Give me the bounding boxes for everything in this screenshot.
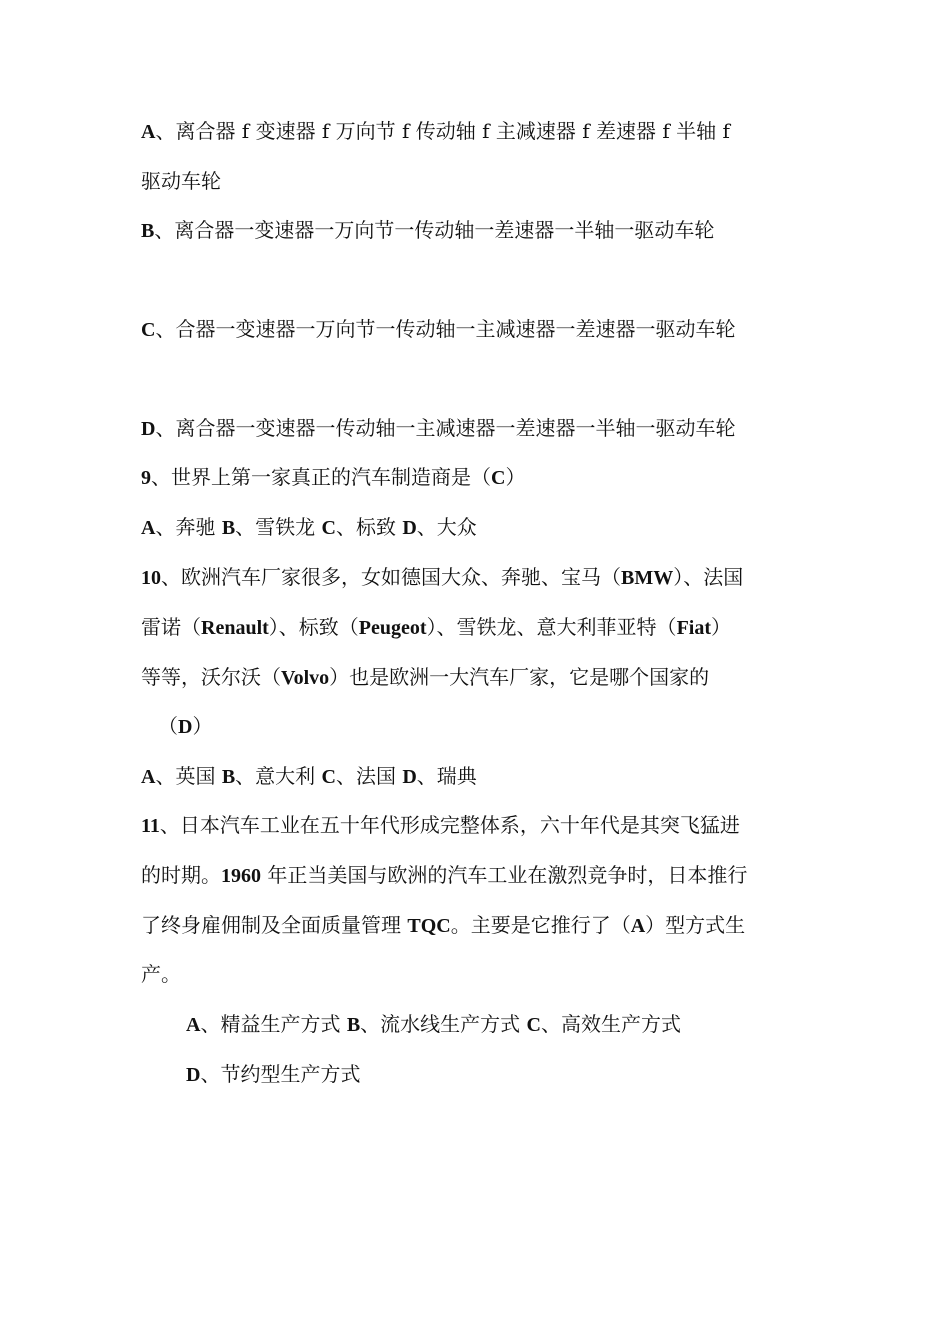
bold-text-segment: B <box>221 766 236 788</box>
bold-text-segment: B <box>346 1014 361 1036</box>
text-segment: 、离合器一变速器一传动轴一主减速器一差速器一半轴一驱动车轮 <box>155 416 736 440</box>
text-segment: ） <box>711 615 731 639</box>
text-segment: 、奔驰 <box>155 515 222 539</box>
text-segment: 、欧洲汽车厂家很多，女如德国大众、奔驰、宝马（ <box>161 565 621 589</box>
bold-text-segment: D <box>141 418 156 440</box>
option-d <box>141 415 735 442</box>
text-segment: 、标致 <box>335 515 403 539</box>
text-segment: 、意大利 <box>235 764 322 788</box>
text-segment: 、大众 <box>416 515 477 539</box>
bold-text-segment: D <box>186 1064 201 1086</box>
text-segment: 、离合器一变速器一万向节一传动轴一差速器一半轴一驱动车轮 <box>154 218 715 242</box>
question-9 <box>141 464 525 491</box>
bold-text-segment: Renault <box>201 617 269 639</box>
bold-text-segment: Fiat <box>676 617 711 639</box>
bold-text-segment: C <box>491 467 506 489</box>
question-9-options <box>141 514 477 541</box>
bold-text-segment: B <box>221 517 236 539</box>
text-segment: 、离合器 f 变速器 f 万向节 f 传动轴 f 主减速器 f 差速器 f 半轴 f <box>155 119 730 143</box>
question-11-line-1 <box>141 812 740 839</box>
bold-text-segment: C <box>141 319 156 341</box>
text-segment: 年正当美国与欧洲的汽车工业在激烈竞争时，日本推行 <box>261 863 748 887</box>
text-segment: ）也是欧洲一大汽车厂家，它是哪个国家的 <box>329 665 710 689</box>
text-segment: 的时期。 <box>141 863 221 887</box>
bold-text-segment: A <box>186 1014 201 1036</box>
bold-text-segment: A <box>141 766 156 788</box>
text-segment: 、流水线生产方式 <box>360 1012 527 1036</box>
bold-text-segment: Volvo <box>281 667 330 689</box>
bold-text-segment: C <box>321 766 336 788</box>
question-10-line-3 <box>141 664 709 691</box>
text-segment: 等等，沃尔沃（ <box>141 665 281 689</box>
text-segment: 、精益生产方式 <box>200 1012 347 1036</box>
text-segment: 了终身雇佣制及全面质量管理 <box>141 913 408 937</box>
text-segment: ） <box>192 714 213 738</box>
option-c <box>141 316 735 343</box>
text-segment: ）、雪铁龙、意大利菲亚特（ <box>426 615 677 639</box>
question-11-options-1 <box>186 1011 681 1038</box>
text-segment: ）、标致（ <box>268 615 359 639</box>
bold-text-segment: C <box>526 1014 541 1036</box>
text-segment: ）型方式生 <box>645 913 746 937</box>
bold-text-segment: 10 <box>141 567 161 589</box>
text-segment: 。主要是它推行了（ <box>450 913 631 937</box>
bold-text-segment: D <box>402 517 417 539</box>
text-segment: 驱动车轮 <box>141 169 221 193</box>
question-11-line-2 <box>141 862 747 889</box>
bold-text-segment: Peugeot <box>358 617 427 639</box>
text-segment: 、合器一变速器一万向节一传动轴一主减速器一差速器一驱动车轮 <box>155 317 736 341</box>
text-segment: 、法国 <box>335 764 403 788</box>
bold-text-segment: 11 <box>141 815 160 837</box>
question-11-line-4 <box>141 961 181 987</box>
bold-text-segment: A <box>141 517 156 539</box>
text-segment: 产。 <box>141 962 181 986</box>
text-segment: 、节约型生产方式 <box>200 1062 361 1086</box>
question-11-line-3 <box>141 912 745 939</box>
text-segment: 、英国 <box>155 764 222 788</box>
bold-text-segment: BMW <box>621 567 674 589</box>
question-10-options <box>141 763 477 790</box>
question-10-line-2 <box>141 614 731 641</box>
text-segment: ）、法国 <box>673 565 744 589</box>
text-segment: 、世界上第一家真正的汽车制造商是（ <box>151 465 491 489</box>
bold-text-segment: A <box>630 915 646 937</box>
text-segment: 、高效生产方式 <box>540 1012 681 1036</box>
question-10-answer <box>158 713 212 740</box>
bold-text-segment: 1960 <box>221 865 261 887</box>
option-a-line-1 <box>141 118 730 145</box>
bold-text-segment: D <box>178 716 193 738</box>
bold-text-segment: TQC <box>407 915 451 937</box>
text-segment: （ <box>158 714 178 738</box>
bold-text-segment: 9 <box>141 467 151 489</box>
text-segment: 、雪铁龙 <box>235 515 322 539</box>
text-segment: ） <box>505 465 526 489</box>
option-a-line-2 <box>141 168 221 194</box>
bold-text-segment: D <box>402 766 417 788</box>
question-11-options-2 <box>186 1061 360 1088</box>
text-segment: 、日本汽车工业在五十年代形成完整体系，六十年代是其突飞猛进 <box>159 813 740 837</box>
bold-text-segment: C <box>321 517 336 539</box>
bold-text-segment: B <box>141 220 155 242</box>
question-10-line-1 <box>141 564 743 591</box>
text-segment: 雷诺（ <box>141 615 201 639</box>
option-b <box>141 217 714 244</box>
text-segment: 、瑞典 <box>416 764 477 788</box>
bold-text-segment: A <box>141 121 156 143</box>
